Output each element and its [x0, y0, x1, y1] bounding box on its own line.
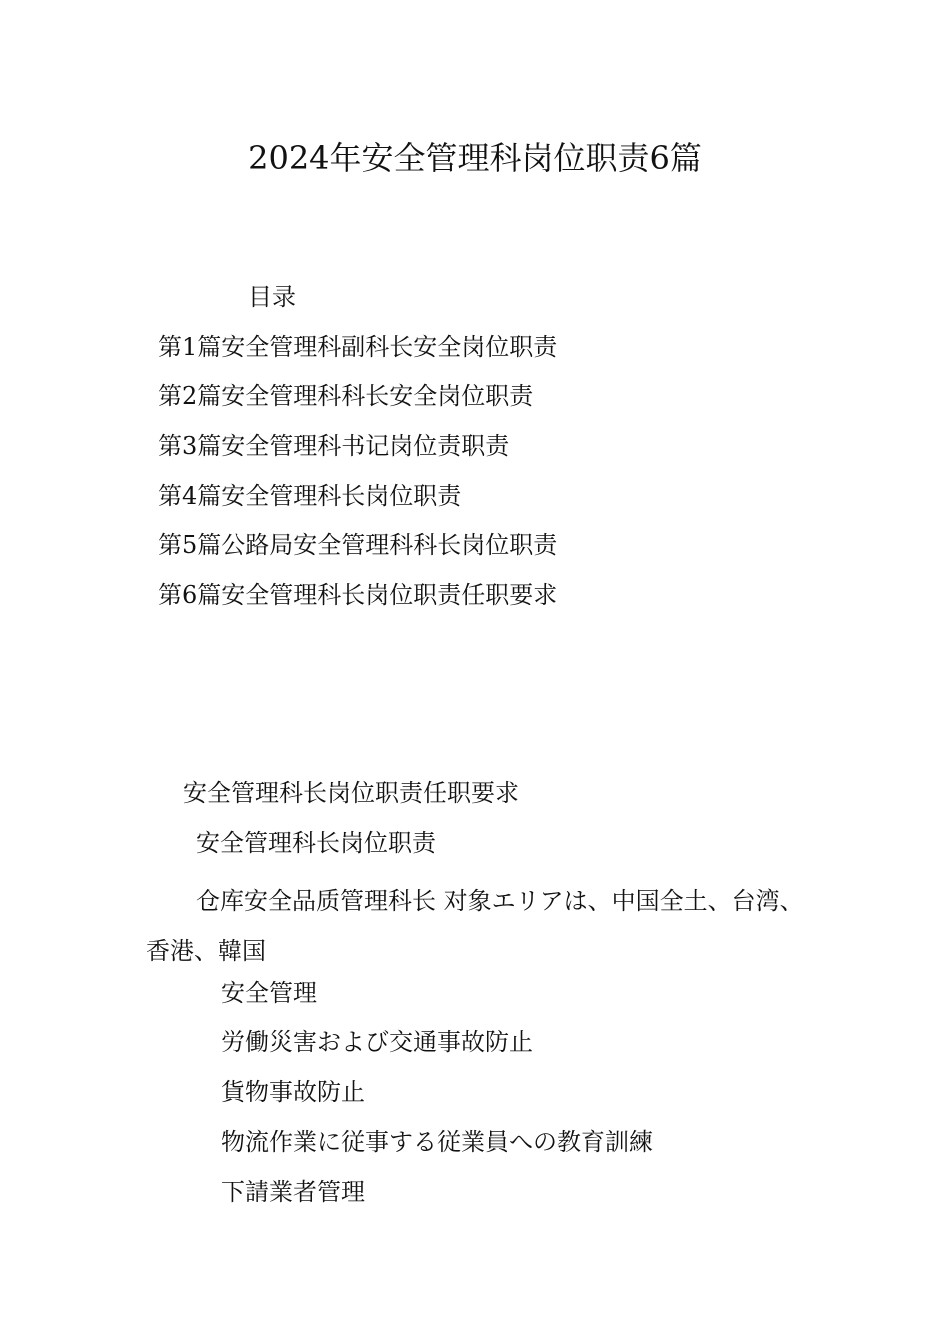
list-item: 貨物事故防止 [221, 1078, 365, 1106]
toc-item: 第3篇安全管理科书记岗位责职责 [158, 432, 510, 460]
document-title: 2024年安全管理科岗位职责6篇 [248, 139, 702, 177]
toc-item: 第6篇安全管理科长岗位职责任职要求 [158, 581, 558, 609]
list-item: 安全管理 [221, 979, 317, 1007]
section-title: 安全管理科长岗位职责任职要求 [183, 779, 519, 807]
toc-item: 第2篇安全管理科科长安全岗位职责 [158, 382, 534, 410]
list-item: 労働災害および交通事故防止 [221, 1028, 533, 1056]
toc-heading: 目录 [248, 283, 296, 311]
body-paragraph: 仓库安全品质管理科长 对象エリアは、中国全土、台湾、香港、韓国 [146, 887, 804, 965]
toc-item: 第5篇公路局安全管理科科长岗位职责 [158, 531, 558, 559]
toc-item: 第4篇安全管理科长岗位职责 [158, 482, 462, 510]
section-subtitle: 安全管理科长岗位职责 [196, 829, 436, 857]
toc-item: 第1篇安全管理科副科长安全岗位职责 [158, 333, 558, 361]
list-item: 物流作業に従事する従業員への教育訓練 [221, 1128, 653, 1156]
list-item: 下請業者管理 [221, 1178, 365, 1206]
